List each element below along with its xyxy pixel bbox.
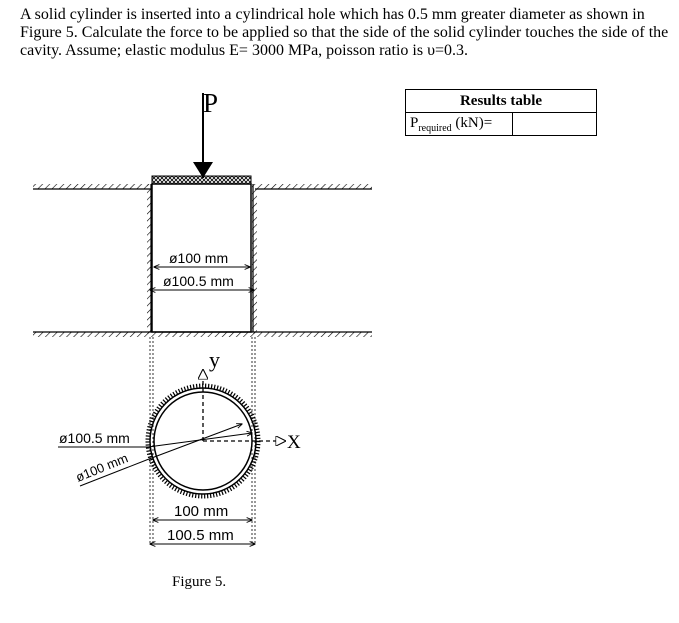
p-label-sub: required [418, 122, 452, 134]
plan-outer-dim-label: ø100.5 mm [59, 430, 130, 446]
loading-plate [152, 176, 251, 184]
plan-width-outer-label: 100.5 mm [167, 527, 234, 544]
plan-inner-dim-leader [149, 424, 242, 459]
x-axis-label: X [287, 432, 301, 453]
y-axis-label: y [209, 347, 220, 372]
plan-width-inner-label: 100 mm [174, 503, 229, 520]
elevation-outer-dim-label: ø100.5 mm [163, 273, 234, 289]
ground-hatch-top-right [255, 184, 372, 189]
plan-inner-dim-label: ø100 mm [73, 450, 131, 485]
figure-caption: Figure 5. [172, 574, 227, 590]
p-label-main: P [410, 114, 419, 131]
load-p-label: P [203, 88, 219, 118]
p-label-unit: (kN)= [451, 114, 493, 131]
elevation-inner-dim-label: ø100 mm [169, 250, 229, 266]
ground-hatch-top-left [33, 184, 151, 189]
results-table-title: Results table [406, 90, 597, 113]
problem-statement: A solid cylinder is inserted into a cylindrical hole which has 0.5 mm greater diameter as shown in Figure 5. Calculate the force to be applied so that the side of the solid cylinder touches the side of the cavity. Assume; elastic modulus E= 3000 MPa, poisson ratio is υ=0.3. [20, 6, 669, 59]
